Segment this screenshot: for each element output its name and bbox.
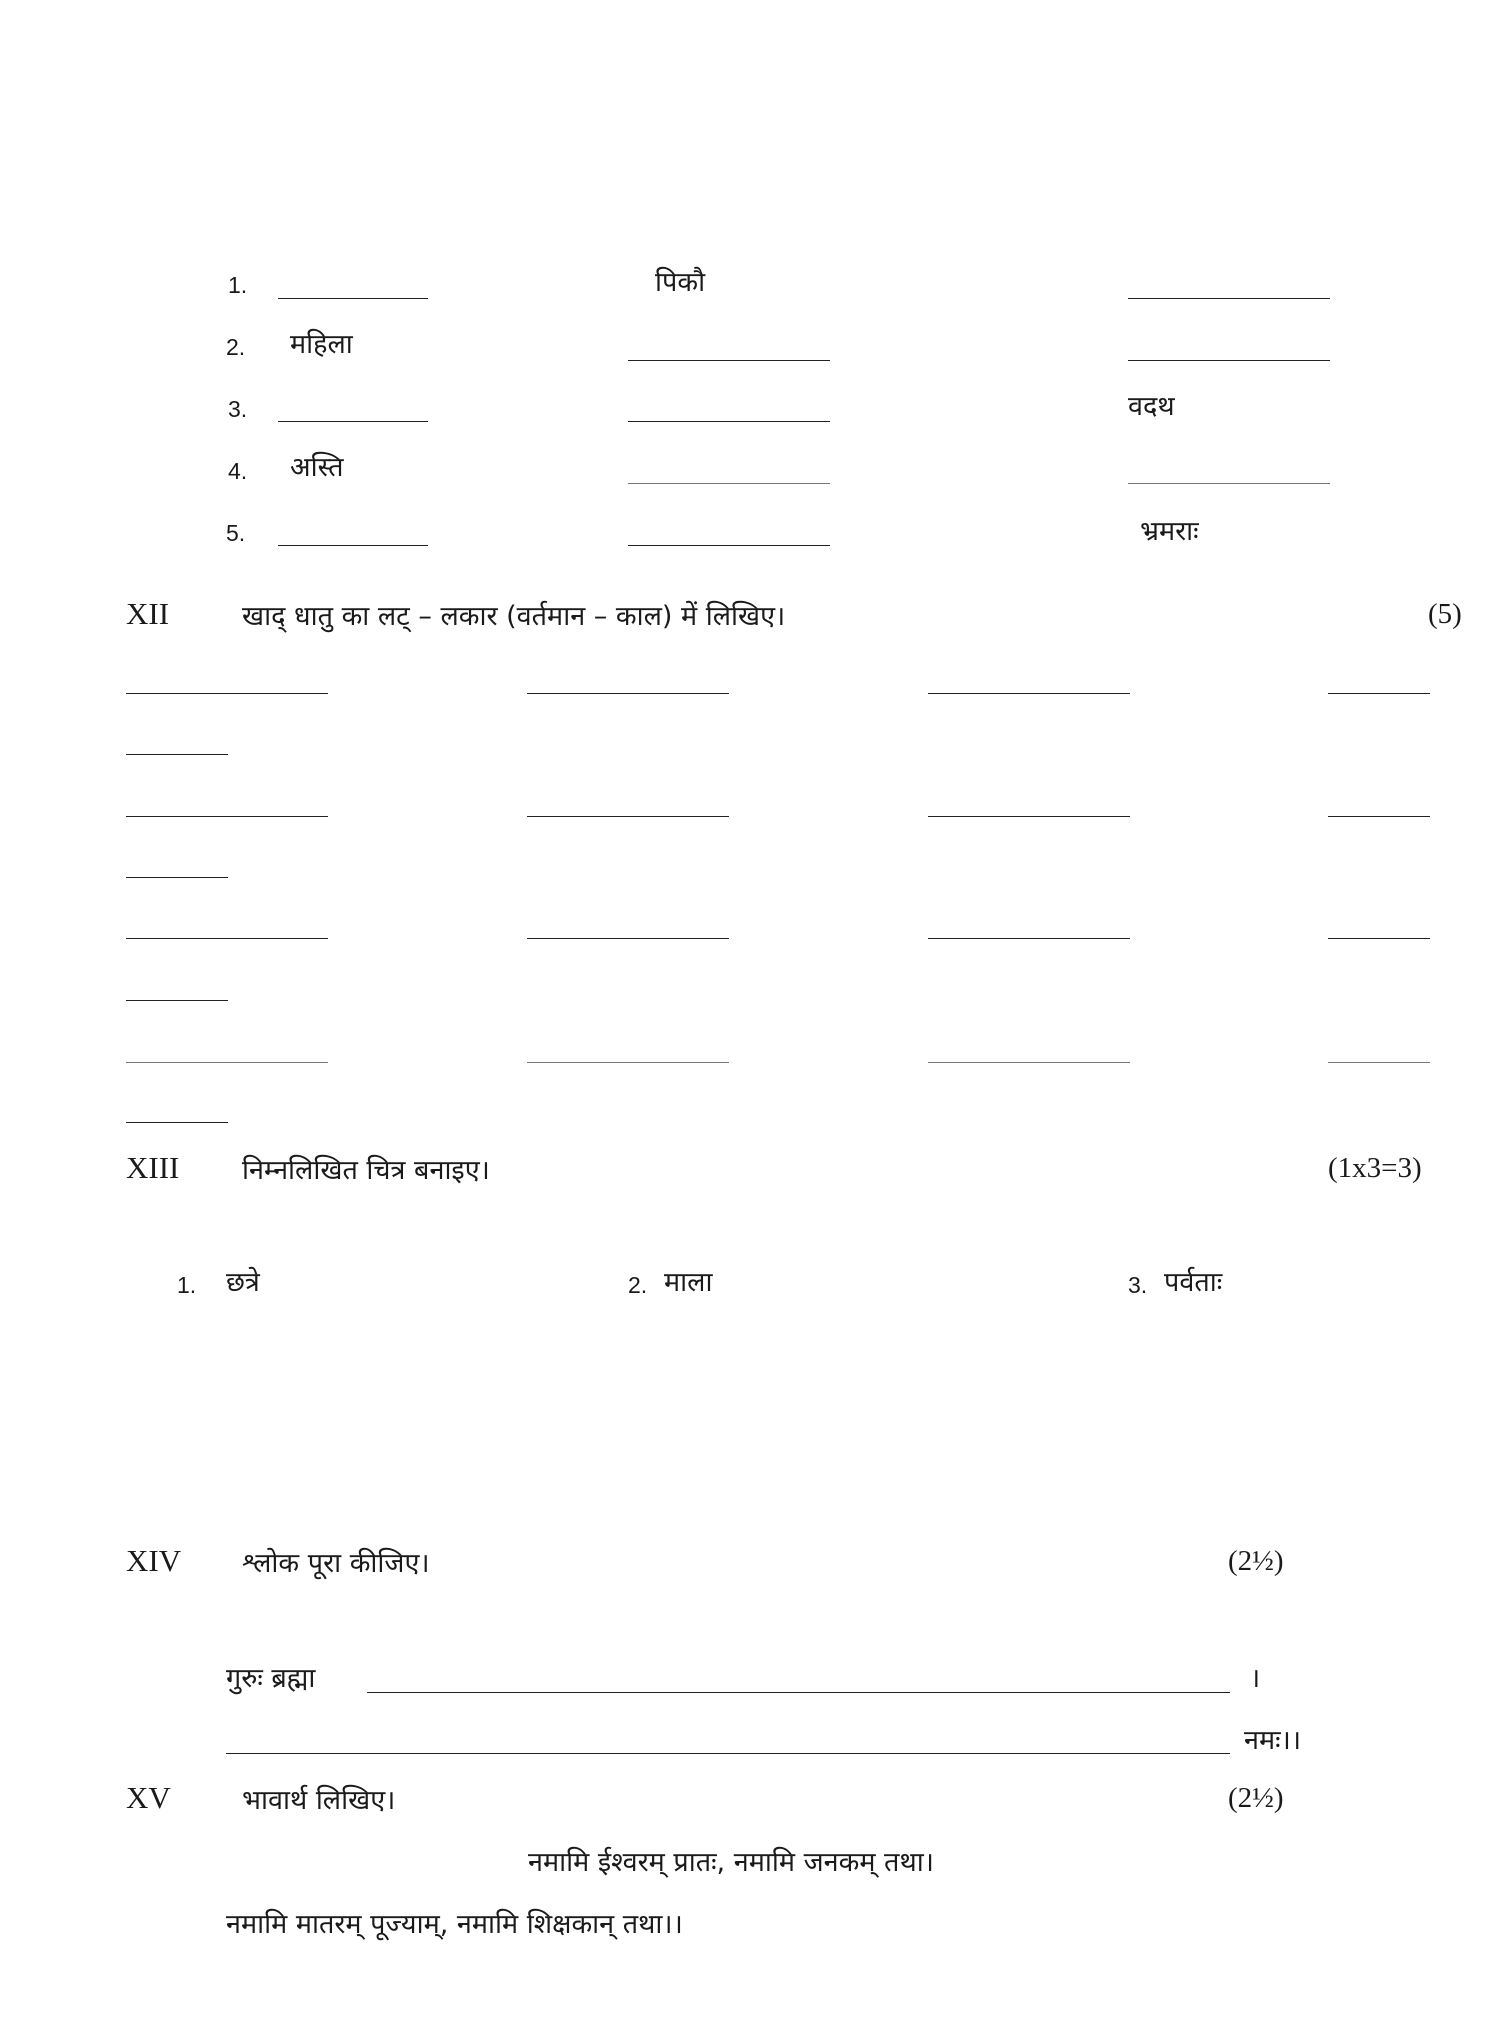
- verse-line-2: नमामि मातरम् पूज्याम्, नमामि शिक्षकान् तथा।।: [226, 1909, 683, 1940]
- answer-blank[interactable]: [527, 693, 729, 694]
- answer-blank[interactable]: [1128, 360, 1330, 361]
- answer-blank[interactable]: [1328, 938, 1430, 939]
- answer-blank[interactable]: [527, 816, 729, 817]
- shloka-start: गुरुः ब्रह्मा: [226, 1663, 316, 1694]
- answer-blank[interactable]: [628, 545, 830, 546]
- row-number: 4.: [228, 458, 248, 484]
- question-marks: (1x3=3): [1328, 1152, 1422, 1184]
- item-label: माला: [664, 1267, 713, 1298]
- danda: ।: [1250, 1663, 1261, 1694]
- answer-blank[interactable]: [527, 938, 729, 939]
- question-text: भावार्थ लिखिए।: [242, 1785, 396, 1816]
- given-word: भ्रमराः: [1140, 516, 1199, 547]
- answer-blank[interactable]: [928, 816, 1130, 817]
- answer-blank[interactable]: [126, 816, 328, 817]
- answer-blank[interactable]: [278, 298, 428, 299]
- question-number: XII: [126, 596, 170, 631]
- item-label: पर्वताः: [1164, 1267, 1223, 1298]
- answer-blank[interactable]: [928, 1062, 1130, 1063]
- given-word: वदथ: [1128, 391, 1175, 422]
- answer-blank[interactable]: [126, 754, 228, 755]
- answer-blank[interactable]: [126, 1062, 328, 1063]
- answer-blank[interactable]: [628, 483, 830, 484]
- question-text: श्लोक पूरा कीजिए।: [242, 1548, 430, 1579]
- given-word: महिला: [290, 329, 353, 360]
- answer-blank[interactable]: [1328, 693, 1430, 694]
- row-number: 5.: [226, 520, 246, 546]
- given-word: अस्ति: [290, 452, 344, 483]
- item-label: छत्रे: [226, 1267, 260, 1298]
- answer-blank[interactable]: [367, 1692, 1230, 1693]
- answer-blank[interactable]: [1128, 298, 1330, 299]
- item-number: 1.: [177, 1272, 197, 1298]
- question-text: खाद् धातु का लट् – लकार (वर्तमान – काल) में लिखिए।: [242, 601, 786, 632]
- question-marks: (2½): [1228, 1545, 1284, 1577]
- answer-blank[interactable]: [628, 360, 830, 361]
- question-marks: (5): [1428, 598, 1462, 630]
- answer-blank[interactable]: [928, 693, 1130, 694]
- row-number: 1.: [228, 272, 248, 298]
- answer-blank[interactable]: [126, 693, 328, 694]
- answer-blank[interactable]: [1328, 1062, 1430, 1063]
- verse-line-1: नमामि ईश्वरम् प्रातः, नमामि जनकम् तथा।: [528, 1847, 934, 1878]
- answer-blank[interactable]: [928, 938, 1130, 939]
- question-number: XIV: [126, 1543, 182, 1578]
- item-number: 3.: [1128, 1272, 1148, 1298]
- row-number: 2.: [226, 334, 246, 360]
- answer-blank[interactable]: [126, 1122, 228, 1123]
- answer-blank[interactable]: [126, 938, 328, 939]
- answer-blank[interactable]: [628, 421, 830, 422]
- question-text: निम्नलिखित चित्र बनाइए।: [242, 1155, 490, 1186]
- row-number: 3.: [228, 396, 248, 422]
- answer-blank[interactable]: [527, 1062, 729, 1063]
- answer-blank[interactable]: [126, 1000, 228, 1001]
- answer-blank[interactable]: [226, 1753, 1230, 1754]
- answer-blank[interactable]: [278, 545, 428, 546]
- answer-blank[interactable]: [126, 877, 228, 878]
- item-number: 2.: [628, 1272, 648, 1298]
- question-marks: (2½): [1228, 1782, 1284, 1814]
- given-word: पिकौ: [655, 267, 706, 298]
- question-number: XIII: [126, 1150, 180, 1185]
- answer-blank[interactable]: [1328, 816, 1430, 817]
- question-number: XV: [126, 1780, 171, 1815]
- shloka-end: नमः।।: [1244, 1725, 1302, 1756]
- answer-blank[interactable]: [278, 421, 428, 422]
- answer-blank[interactable]: [1128, 483, 1330, 484]
